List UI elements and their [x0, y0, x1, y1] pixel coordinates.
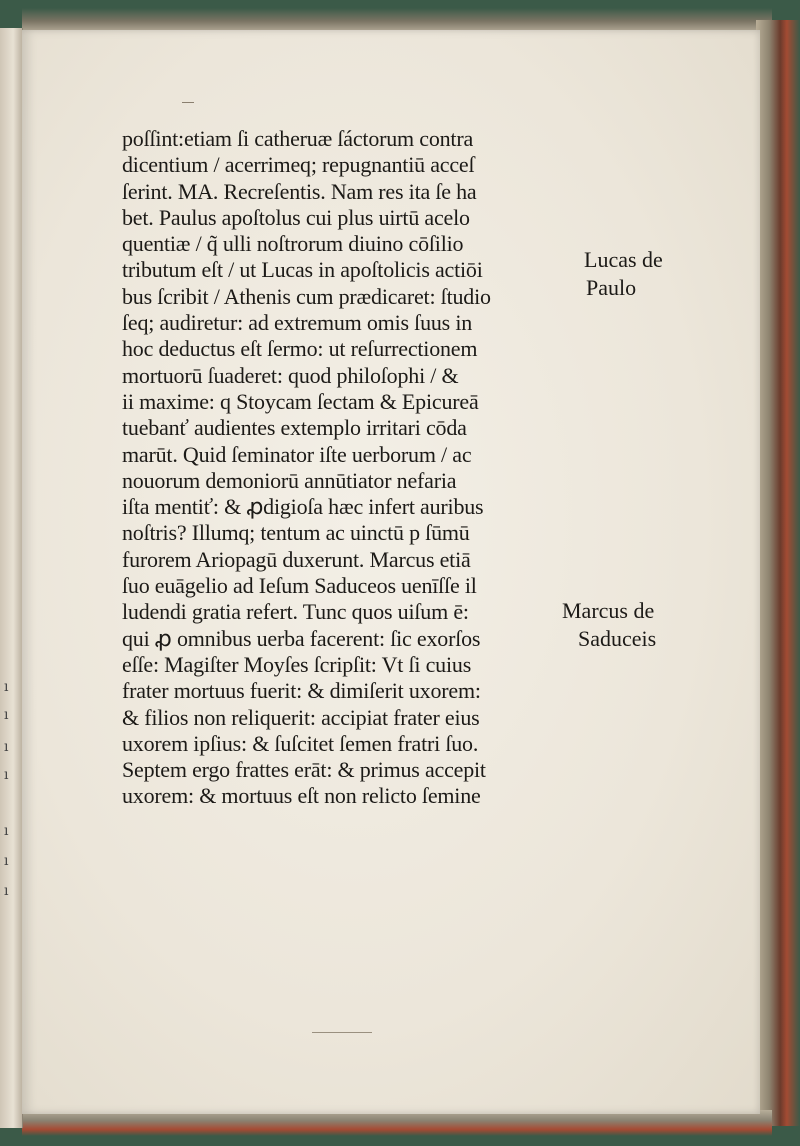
paper-mark	[182, 102, 194, 103]
text-line: ii maxime: q Stoycam ſectam & Epicureā	[122, 388, 479, 414]
text-line: ſuo euāgelio ad Ieſum Saduceos uenīſſe il	[122, 573, 477, 599]
binding-gutter	[0, 28, 23, 1128]
text-line: nouorum demoniorū annūtiator nefaria	[122, 467, 457, 493]
text-line: bus ſcribit / Athenis cum prædicaret: ſtudio	[122, 283, 491, 309]
page-leaf	[22, 30, 760, 1114]
text-line: bet. Paulus apoſtolus cui plus uirtū acelo	[122, 204, 470, 230]
text-line: ſeq; audiretur: ad extremum omis ſuus in	[122, 310, 473, 336]
text-line: ludendi gratia refert. Tunc quos uiſum ē:	[122, 599, 469, 625]
text-line: noſtris? Illumq; tentum ac uinctū p ſūmū	[122, 520, 470, 546]
paper-mark	[312, 1032, 372, 1033]
text-line: dicentium / acerrimeq; repugnantiū acceſ	[122, 152, 475, 178]
gutter-mark: ı	[4, 739, 9, 755]
marginal-note-lucas	[584, 246, 663, 302]
text-line: tributum eſt / ut Lucas in apoſtolicis actiōi	[122, 257, 483, 283]
text-line: iſta mentiť: & ꝓdigioſa hæc infert auribus	[122, 494, 484, 520]
gutter-mark: ı	[4, 883, 9, 899]
gutter-mark: ı	[4, 679, 9, 695]
text-line: uxorem ipſius: & ſuſcitet ſemen fratri ſuo.	[122, 730, 479, 756]
gutter-mark: ı	[4, 767, 9, 783]
text-line: marūt. Quid ſeminator iſte uerborum / ac	[122, 441, 472, 467]
text-line: eſſe: Magiſter Moyſes ſcripſit: Vt ſi cuius	[122, 651, 472, 677]
text-line: tuebanť audientes extemplo irritari cōda	[122, 415, 467, 441]
marginal-note-line: Saduceis	[578, 626, 657, 651]
marginal-note-line: Paulo	[586, 275, 637, 300]
text-line: ſerint. MA. Recreſentis. Nam res ita ſe ha	[122, 178, 477, 204]
text-line: qui ꝓ omnibus uerba facerent: ſic exorſos	[122, 625, 481, 651]
text-line: Septem ergo frattes erāt: & primus accepit	[122, 757, 486, 783]
text-line: hoc deductus eſt ſermo: ut reſurrectionem	[122, 336, 478, 362]
text-line: quentiæ / q̃ ulli noſtrorum diuino cōſilio	[122, 231, 464, 257]
text-line: uxorem: & mortuus eſt non relicto ſemine	[122, 783, 481, 809]
text-line: poſſint:etiam ſi catheruæ ſáctorum contra	[122, 126, 474, 151]
marginal-note-marcus	[562, 597, 656, 653]
book-right-edge	[756, 20, 800, 1126]
gutter-mark: ı	[4, 707, 9, 723]
text-line: & filios non reliquerit: accipiat frater eius	[122, 704, 480, 730]
gutter-mark: ı	[4, 853, 9, 869]
gutter-mark: ı	[4, 823, 9, 839]
main-text-block	[122, 126, 582, 810]
book-top-edge	[22, 8, 772, 32]
text-line: furorem Ariopagū duxerunt. Marcus etiā	[122, 546, 471, 572]
text-line: mortuorū ſuaderet: quod philoſophi / &	[122, 362, 459, 388]
marginal-note-line: Marcus de	[562, 598, 655, 623]
text-line: frater mortuus fuerit: & dimiſerit uxorem:	[122, 678, 481, 704]
marginal-note-line: Lucas de	[584, 247, 663, 272]
